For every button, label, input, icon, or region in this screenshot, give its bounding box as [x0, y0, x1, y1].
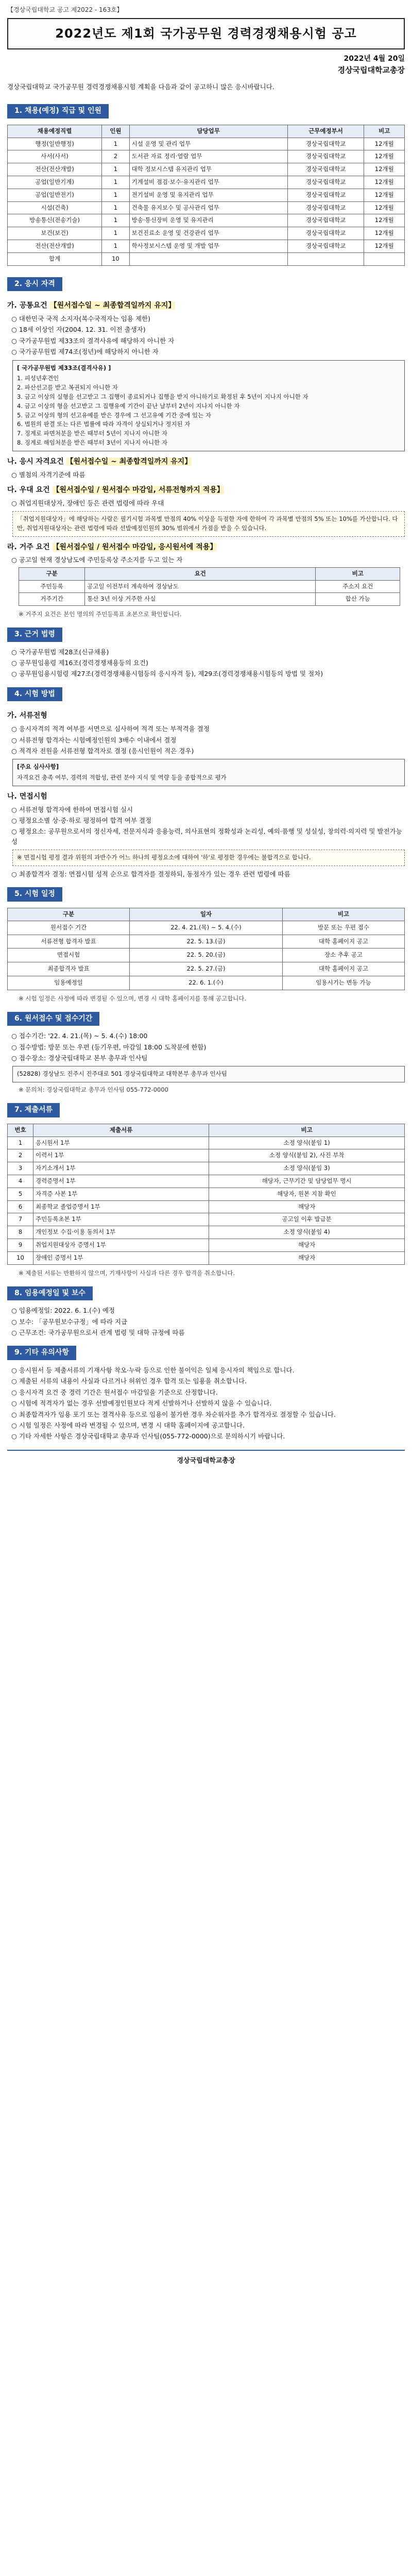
disqualification-item: 2. 파산선고를 받고 복권되지 아니한 자 — [17, 384, 118, 392]
notice-item: ○ 제출된 서류의 내용이 사실과 다르거나 허위인 경우 합격 또는 임용을 취소합니다. — [11, 1377, 247, 1385]
schedule-row — [8, 921, 405, 935]
schedule-row — [8, 976, 405, 990]
qual-common-title: 가. 공통요건 — [7, 301, 47, 310]
schedule-row-cell: 22. 4. 21.(목) ~ 5. 4.(수) — [130, 921, 283, 935]
recruit-row-cell: 12개월 — [364, 227, 405, 240]
section-8-heading: 8. 임용예정일 및 보수 — [7, 1286, 93, 1301]
schedule-row-cell: 22. 5. 13.(금) — [130, 935, 283, 948]
document-review-text: 자격요건 충족 여부, 경력의 적합성, 관련 분야 지식 및 역량 등을 종합적으로 평가 — [17, 774, 227, 782]
document-row-cell: 소정 양식(붙임 4) — [209, 1226, 405, 1239]
recruit-row — [8, 214, 405, 227]
recruit-row-cell: 1 — [102, 227, 130, 240]
document-row-cell: 7 — [8, 1213, 33, 1226]
section-9-heading: 9. 기타 유의사항 — [7, 1346, 76, 1360]
document-row-cell: 2 — [8, 1149, 33, 1162]
qual-preference-title: 다. 우대 요건 — [7, 485, 50, 494]
recruit-row — [8, 252, 405, 265]
recruit-col-header: 인원 — [102, 125, 130, 138]
recruit-row-cell: 1 — [102, 189, 130, 201]
recruit-col-header: 담당업무 — [129, 125, 287, 138]
section-3-heading: 3. 근거 법령 — [7, 628, 62, 642]
qual-preference-text: ○ 취업지원대상자, 장애인 등은 관련 법령에 따라 우대 — [11, 499, 164, 507]
recruit-row — [8, 163, 405, 176]
schedule-col-header: 일자 — [130, 908, 283, 921]
document-row-cell: 최종학교 졸업증명서 1부 — [33, 1200, 209, 1213]
recruit-row-cell — [129, 252, 287, 265]
recruit-row-cell: 12개월 — [364, 163, 405, 176]
residence-row-cell: 주민등록 — [19, 580, 85, 593]
appointment-item: ○ 임용예정일: 2022. 6. 1.(수) 예정 — [11, 1307, 115, 1315]
schedule-row-cell: 최종합격자 발표 — [8, 962, 130, 976]
interview-note-box: ※ 면접시험 평정 결과 위원의 과반수가 어느 하나의 평정요소에 대하여 '하'로 평정한 경우에는 불합격으로 합니다. — [12, 850, 405, 866]
document-row-cell: 1 — [8, 1137, 33, 1149]
recruit-row-cell: 경상국립대학교 — [287, 163, 364, 176]
qual-common-note: 【원서접수일 ~ 최종합격일까지 유지】 — [49, 301, 176, 310]
document-review-box — [12, 759, 405, 786]
disqualification-item: 4. 금고 이상의 형을 선고받고 그 집행유예 기간이 끝난 날부터 2년이 지나지 아니한 자 — [17, 402, 240, 410]
document-row-cell: 8 — [8, 1226, 33, 1239]
disqualification-item: 7. 징계로 파면처분을 받은 때부터 5년이 지나지 아니한 자 — [17, 430, 167, 437]
recruit-row-cell: 2 — [102, 150, 130, 163]
recruit-row-cell: 사서(사서) — [8, 150, 102, 163]
document-row-cell: 3 — [8, 1162, 33, 1175]
document-row-cell: 경력증명서 1부 — [33, 1175, 209, 1188]
qual-residence-text: ○ 공고일 현재 경상남도에 주민등록상 주소지를 두고 있는 자 — [11, 556, 183, 564]
qual-common-item: ○ 18세 이상인 자(2004. 12. 31. 이전 출생자) — [11, 326, 146, 334]
law-item: ○ 공무원임용령 제16조(경력경쟁채용등의 요건) — [11, 659, 148, 667]
schedule-col-header: 구분 — [8, 908, 130, 921]
recruit-row — [8, 176, 405, 189]
recruit-row — [8, 201, 405, 214]
schedule-row-cell: 대학 홈페이지 공고 — [282, 962, 404, 976]
section-5-heading: 5. 시험 일정 — [7, 887, 62, 902]
document-row-cell: 응시원서 1부 — [33, 1137, 209, 1149]
document-row-cell: 자격증 사본 1부 — [33, 1188, 209, 1200]
exam-interview-heading: 나. 면접시험 — [7, 792, 47, 801]
qual-preference-note: 【원서접수일 / 원서접수 마감일, 서류전형까지 적용】 — [52, 485, 224, 494]
law-item: ○ 국가공무원법 제28조(신규채용) — [11, 648, 109, 656]
recruit-col-header: 채용예정직렬 — [8, 125, 102, 138]
recruit-row-cell: 12개월 — [364, 201, 405, 214]
recruit-row — [8, 189, 405, 201]
qual-common-heading — [7, 300, 405, 312]
document-row-cell: 해당자, 원본 지참 확인 — [209, 1188, 405, 1200]
document-row — [8, 1251, 405, 1264]
residence-row-cell: 합산 가능 — [316, 593, 400, 606]
schedule-row-cell: 대학 홈페이지 공고 — [282, 935, 404, 948]
recruit-row-cell: 1 — [102, 214, 130, 227]
recruit-row-cell — [364, 252, 405, 265]
recruit-row-cell: 경상국립대학교 — [287, 150, 364, 163]
document-row — [8, 1137, 405, 1149]
recruit-row — [8, 150, 405, 163]
disqualification-item: 1. 피성년후견인 — [17, 375, 59, 382]
document-row-cell: 공고일 이후 발급분 — [209, 1213, 405, 1226]
exam-document-item: ○ 서류전형 합격자는 시험예정인원의 3배수 이내에서 결정 — [11, 736, 177, 744]
schedule-row-cell: 장소 추후 공고 — [282, 948, 404, 962]
schedule-row-cell: 원서접수 기간 — [8, 921, 130, 935]
qual-requirement-title: 나. 응시 자격요건 — [7, 457, 64, 466]
apply-address-box: (52828) 경상남도 진주시 진주대로 501 경상국립대학교 대학본부 총무과 인사팀 — [12, 1066, 405, 1082]
recruit-row-cell: 보건(보건) — [8, 227, 102, 240]
recruit-col-header: 근무예정부서 — [287, 125, 364, 138]
schedule-note: ※ 시험 일정은 사정에 따라 변경될 수 있으며, 변경 시 대학 홈페이지를 통해 공고합니다. — [19, 994, 247, 1002]
documents-note: ※ 제출된 서류는 반환하지 않으며, 기재사항이 사실과 다른 경우 합격을 취소합니다. — [19, 1269, 235, 1277]
schedule-row-cell: 서류전형 합격자 발표 — [8, 935, 130, 948]
section-6-heading: 6. 원서접수 및 접수기간 — [7, 1012, 99, 1026]
recruit-row-cell: 10 — [102, 252, 130, 265]
recruit-row-cell: 경상국립대학교 — [287, 240, 364, 253]
notice-item: ○ 응시원서 등 제출서류의 기재사항 착오·누락 등으로 인한 불이익은 일체 응시자의 책임으로 합니다. — [11, 1366, 295, 1375]
recruit-row-cell: 12개월 — [364, 176, 405, 189]
document-row — [8, 1239, 405, 1252]
recruit-row-cell: 경상국립대학교 — [287, 138, 364, 150]
recruit-row-cell: 12개월 — [364, 214, 405, 227]
apply-contact: ※ 문의처: 경상국립대학교 총무과 인사팀 055-772-0000 — [19, 1086, 168, 1094]
schedule-row — [8, 935, 405, 948]
document-row — [8, 1162, 405, 1175]
disqualification-item: 5. 금고 이상의 형의 선고유예를 받은 경우에 그 선고유예 기간 중에 있는 자 — [17, 411, 211, 419]
final-decision-text: ○ 최종합격자 결정: 면접시험 성적 순으로 합격자를 결정하되, 동점자가 있는 경우 관련 법령에 따름 — [11, 870, 290, 878]
qual-preference-heading — [7, 485, 405, 496]
recruit-row-cell: 도서관 자료 정리·열람 업무 — [129, 150, 287, 163]
recruit-row-cell: 건축물 유지보수 및 공사관리 업무 — [129, 201, 287, 214]
disqualification-item: 6. 법원의 판결 또는 다른 법률에 따라 자격이 상실되거나 정지된 자 — [17, 420, 191, 428]
residence-col-header: 구분 — [19, 567, 85, 580]
document-row — [8, 1213, 405, 1226]
qual-common-item: ○ 국가공무원법 제33조의 결격사유에 해당하지 아니한 자 — [11, 336, 175, 345]
residence-table — [19, 567, 400, 606]
residence-note: ※ 거주지 요건은 본인 명의의 주민등록표 초본으로 확인합니다. — [19, 611, 182, 618]
notice-item: ○ 시험에 적격자가 없는 경우 선발예정인원보다 적게 선발하거나 선발하지 않을 수 있습니다. — [11, 1399, 272, 1408]
recruit-row — [8, 227, 405, 240]
document-row-cell: 4 — [8, 1175, 33, 1188]
law-item: ○ 공무원임용시험령 제27조(경력경쟁채용시험등의 응시자격 등), 제29조(경력경쟁채용시험등의 방법 및 절차) — [11, 670, 323, 678]
recruit-row-cell: 방송통신(전송기술) — [8, 214, 102, 227]
document-row-cell: 소정 양식(붙임 2), 사진 부착 — [209, 1149, 405, 1162]
apply-item: ○ 접수방법: 방문 또는 우편 (등기우편, 마감일 18:00 도착분에 한함) — [11, 1043, 207, 1051]
recruit-row-cell: 경상국립대학교 — [287, 214, 364, 227]
qual-requirement-heading — [7, 456, 405, 468]
disqualification-box — [12, 360, 405, 451]
section-7-heading: 7. 제출서류 — [7, 1103, 60, 1117]
schedule-row-cell: 임용시기는 변동 가능 — [282, 976, 404, 990]
schedule-row-cell: 22. 5. 27.(금) — [130, 962, 283, 976]
apply-item: ○ 접수기간: '22. 4. 21.(목) ~ 5. 4.(수) 18:00 — [11, 1032, 148, 1040]
schedule-row — [8, 962, 405, 976]
document-row-cell: 6 — [8, 1200, 33, 1213]
recruit-row-cell: 전산(전산개발) — [8, 240, 102, 253]
document-row-cell: 취업지원대상자 증명서 1부 — [33, 1239, 209, 1252]
qual-residence-title: 라. 거주 요건 — [7, 543, 50, 551]
notice-item: ○ 기타 자세한 사항은 경상국립대학교 총무과 인사팀(055-772-0000)으로 문의하시기 바랍니다. — [11, 1432, 285, 1440]
residence-row — [19, 593, 400, 606]
document-row — [8, 1200, 405, 1213]
residence-row-cell: 거주기간 — [19, 593, 85, 606]
disqualification-title: [ 국가공무원법 제33조(결격사유) ] — [17, 364, 111, 371]
document-row-cell: 10 — [8, 1251, 33, 1264]
intro-text: 경상국립대학교 국가공무원 경력경쟁채용시험 계획을 다음과 같이 공고하니 많은 응시바랍니다. — [7, 82, 274, 91]
recruit-col-header: 비고 — [364, 125, 405, 138]
recruit-row-cell: 학사정보시스템 운영 및 개발 업무 — [129, 240, 287, 253]
notice-item: ○ 최종합격자가 임용 포기 또는 결격사유 등으로 임용이 불가한 경우 차순위자를 추가 합격자로 결정할 수 있습니다. — [11, 1410, 336, 1418]
exam-document-item: ○ 응시자격의 적격 여부를 서면으로 심사하여 적격 또는 부적격을 결정 — [11, 725, 210, 733]
exam-interview-item: ○ 평정요소: 공무원으로서의 정신자세, 전문지식과 응용능력, 의사표현의 정확성과 논리성, 예의·품행 및 성실성, 창의력·의지력 및 발전가능성 — [11, 827, 402, 845]
document-row — [8, 1175, 405, 1188]
residence-row — [19, 580, 400, 593]
section-4-heading: 4. 시험 방법 — [7, 687, 62, 702]
schedule-row — [8, 948, 405, 962]
recruit-row-cell: 행정(일반행정) — [8, 138, 102, 150]
document-row-cell: 이력서 1부 — [33, 1149, 209, 1162]
preference-box: 「취업지원대상자」에 해당하는 사람은 필기시험 과목별 만점의 40% 이상을 득점한 자에 한하여 각 과목별 만점의 5% 또는 10%를 가산합니다. 다만, 취업지원대상자는 관련 법령에 따라 선발예정인원의 30% 범위에서 가점을 받을 수 있습니다. — [12, 511, 405, 537]
doc-number: 【경상국립대학교 공고 제2022 - 163호】 — [7, 6, 123, 13]
recruit-row-cell: 경상국립대학교 — [287, 227, 364, 240]
section-1-heading: 1. 채용(예정) 직급 및 인원 — [7, 104, 109, 118]
recruit-row-cell — [287, 252, 364, 265]
recruit-row-cell: 공업(일반기계) — [8, 176, 102, 189]
disqualification-item: 8. 징계로 해임처분을 받은 때부터 3년이 지나지 아니한 자 — [17, 439, 167, 447]
recruit-row-cell: 경상국립대학교 — [287, 189, 364, 201]
qual-residence-note: 【원서접수일 / 원서접수 마감일, 응시원서에 적용】 — [52, 543, 217, 551]
exam-document-item: ○ 적격자 전원을 서류전형 합격자로 결정 (응시인원이 적은 경우) — [11, 747, 194, 755]
document-row-cell: 주민등록초본 1부 — [33, 1213, 209, 1226]
recruit-row-cell: 1 — [102, 163, 130, 176]
recruit-row-cell: 보건진료소 운영 및 건강관리 업무 — [129, 227, 287, 240]
schedule-table — [7, 908, 405, 990]
qual-common-item: ○ 국가공무원법 제74조(정년)에 해당하지 아니한 자 — [11, 348, 159, 356]
recruit-row-cell: 대학 정보시스템 유지관리 업무 — [129, 163, 287, 176]
document-row — [8, 1188, 405, 1200]
recruit-row-cell: 방송·통신장비 운영 및 유지관리 — [129, 214, 287, 227]
residence-col-header: 비고 — [316, 567, 400, 580]
notice-date: 2022년 4월 20일 — [344, 54, 405, 63]
qual-common-item: ○ 대한민국 국적 소지자(복수국적자는 임용 제한) — [11, 315, 150, 323]
issuing-org: 경상국립대학교총장 — [337, 65, 405, 75]
document-row-cell: 장애인 증명서 1부 — [33, 1251, 209, 1264]
recruit-row-cell: 경상국립대학교 — [287, 176, 364, 189]
document-row-cell: 소정 양식(붙임 1) — [209, 1137, 405, 1149]
recruit-row — [8, 138, 405, 150]
schedule-row-cell: 방문 또는 우편 접수 — [282, 921, 404, 935]
documents-col-header: 제출서류 — [33, 1124, 209, 1137]
exam-document-heading: 가. 서류전형 — [7, 711, 47, 720]
appointment-item: ○ 근무조건: 국가공무원으로서 관계 법령 및 대학 규정에 따름 — [11, 1328, 185, 1336]
schedule-row-cell: 면접시험 — [8, 948, 130, 962]
document-row-cell: 자기소개서 1부 — [33, 1162, 209, 1175]
recruit-row-cell: 시설 운영 및 관리 업무 — [129, 138, 287, 150]
recruit-row-cell: 12개월 — [364, 189, 405, 201]
recruit-row-cell: 전산(전산개발) — [8, 163, 102, 176]
qual-residence-heading — [7, 542, 405, 553]
documents-col-header: 비고 — [209, 1124, 405, 1137]
notice-item: ○ 응시자격 요건 중 경력 기간은 원서접수 마감일을 기준으로 산정합니다. — [11, 1388, 218, 1396]
apply-item: ○ 접수장소: 경상국립대학교 본부 총무과 인사팀 — [11, 1054, 148, 1062]
residence-row-cell: 통산 3년 이상 거주한 사실 — [85, 593, 316, 606]
documents-table — [7, 1124, 405, 1265]
residence-row-cell: 주소지 요건 — [316, 580, 400, 593]
notice-item: ○ 시험 일정은 사정에 따라 변경될 수 있으며, 변경 시 대학 홈페이지에 공고합니다. — [11, 1421, 245, 1429]
exam-interview-item: ○ 서류전형 합격자에 한하여 면접시험 실시 — [11, 805, 133, 814]
documents-col-header: 번호 — [8, 1124, 33, 1137]
document-row-cell: 개인정보 수집·이용 동의서 1부 — [33, 1226, 209, 1239]
recruit-table — [7, 125, 405, 266]
qual-requirement-text: ○ 별첨의 자격기준에 따름 — [11, 470, 85, 479]
document-row-cell: 5 — [8, 1188, 33, 1200]
recruit-row-cell: 1 — [102, 138, 130, 150]
recruit-row-cell: 12개월 — [364, 138, 405, 150]
document-row — [8, 1226, 405, 1239]
schedule-row-cell: 임용예정일 — [8, 976, 130, 990]
recruit-row-cell: 전기설비 운영 및 유지관리 업무 — [129, 189, 287, 201]
exam-interview-item: ○ 평정요소별 상·중·하로 평정하여 합격 여부 결정 — [11, 816, 152, 824]
recruit-row-cell: 공업(일반전기) — [8, 189, 102, 201]
recruit-row-cell: 합계 — [8, 252, 102, 265]
page-title: 2022년도 제1회 국가공무원 경력경쟁채용시험 공고 — [7, 18, 405, 49]
document-row-cell: 9 — [8, 1239, 33, 1252]
document-row-cell: 소정 양식(붙임 3) — [209, 1162, 405, 1175]
residence-row-cell: 공고일 이전부터 계속하여 경상남도 — [85, 580, 316, 593]
recruit-row-cell: 시설(건축) — [8, 201, 102, 214]
schedule-col-header: 비고 — [282, 908, 404, 921]
recruit-row-cell: 1 — [102, 240, 130, 253]
recruit-row-cell: 1 — [102, 201, 130, 214]
recruit-row-cell: 12개월 — [364, 240, 405, 253]
recruit-row-cell: 경상국립대학교 — [287, 201, 364, 214]
schedule-row-cell: 22. 6. 1.(수) — [130, 976, 283, 990]
recruit-row — [8, 240, 405, 253]
schedule-row-cell: 22. 5. 20.(금) — [130, 948, 283, 962]
residence-col-header: 요건 — [85, 567, 316, 580]
recruit-row-cell: 기계설비 점검·보수·유지관리 업무 — [129, 176, 287, 189]
document-row — [8, 1149, 405, 1162]
closing-org: 경상국립대학교총장 — [7, 1450, 405, 1466]
recruit-row-cell: 1 — [102, 176, 130, 189]
appointment-item: ○ 보수: 「공무원보수규정」에 따라 지급 — [11, 1317, 128, 1326]
document-row-cell: 해당자 — [209, 1200, 405, 1213]
document-row-cell: 해당자, 근무기간 및 담당업무 명시 — [209, 1175, 405, 1188]
disqualification-item: 3. 금고 이상의 실형을 선고받고 그 집행이 종료되거나 집행을 받지 아니하기로 확정된 후 5년이 지나지 아니한 자 — [17, 393, 308, 401]
document-row-cell: 해당자 — [209, 1239, 405, 1252]
document-review-title: [주요 심사사항] — [17, 763, 59, 771]
document-row-cell: 해당자 — [209, 1251, 405, 1264]
recruit-row-cell: 12개월 — [364, 150, 405, 163]
qual-requirement-note: 【원서접수일 ~ 최종합격일까지 유지】 — [66, 457, 192, 466]
section-2-heading: 2. 응시 자격 — [7, 277, 62, 292]
